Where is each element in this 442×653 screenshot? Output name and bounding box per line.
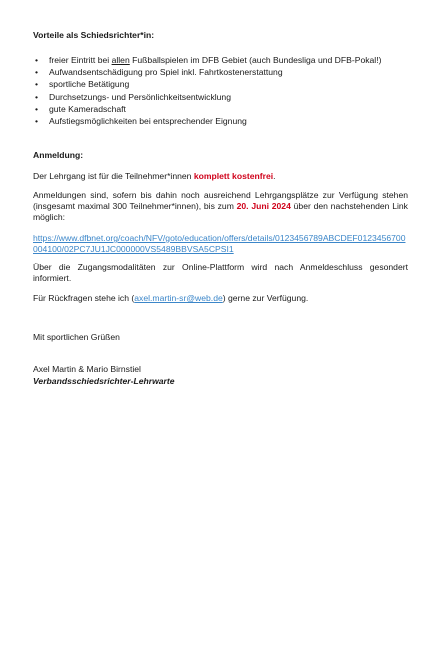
free-course-lead: Der Lehrgang ist für die Teilnehmer*innen (33, 171, 194, 181)
bullet: • (35, 67, 39, 78)
bullet: • (35, 103, 39, 114)
bullet: • (35, 79, 39, 90)
benefit-5-text: gute Kameradschaft (49, 103, 126, 114)
benefit-1-emphasis: allen (111, 55, 130, 65)
deadline-end: über den nachstehenden Link möglich: (33, 201, 408, 223)
benefits-heading: Vorteile als Schiedsrichter*in: (33, 30, 155, 40)
list-item (33, 91, 408, 103)
benefit-1-text: freier Eintritt bei (49, 55, 112, 65)
greeting: Mit sportlichen Grüßen (33, 332, 120, 342)
access-info-paragraph: Über die Zugangsmodalitäten zur Online-Plattform wird nach Anmeldeschluss gesondert informiert. (33, 262, 408, 284)
benefit-6-text: Aufstiegsmöglichkeiten bei entsprechender Eignung (49, 115, 247, 126)
benefit-1-rest: Fußballspielen im DFB Gebiet (auch Bundesliga und DFB-Pokal!) (129, 55, 382, 65)
questions-lead: Für Rückfragen stehe ich ( (33, 293, 135, 303)
benefit-4-text: Durchsetzungs- und Persönlichkeitsentwicklung (49, 91, 231, 102)
bullet: • (35, 115, 39, 126)
free-course-text (33, 171, 408, 182)
benefit-2-text: Aufwandsentschädigung pro Spiel inkl. Fahrtkostenerstattung (49, 67, 283, 78)
benefits-list (33, 54, 408, 127)
list-item (33, 78, 408, 90)
list-item (33, 66, 408, 78)
list-item (33, 103, 408, 115)
deadline-date: 20. Juni 2024 (236, 201, 291, 212)
signatory-names: Axel Martin & Mario Birnstiel (33, 364, 141, 374)
bullet: • (35, 91, 39, 102)
benefit-3-text: sportliche Betätigung (49, 79, 130, 90)
deadline-paragraph (33, 190, 408, 224)
list-item (33, 54, 408, 66)
list-item (33, 115, 408, 127)
signatory-role: Verbandsschiedsrichter-Lehrwarte (33, 376, 175, 386)
registration-link-wrap (33, 233, 408, 255)
free-course-end: . (273, 171, 276, 181)
contact-email-link[interactable]: axel.martin-sr@web.de (134, 293, 223, 303)
free-course-highlight: komplett kostenfrei (193, 171, 274, 181)
bullet: • (35, 55, 39, 65)
registration-link[interactable]: https://www.dfbnet.org/coach/NFV/goto/education/offers/details/0123456789ABCDEF0123456700004100/02PC7JU1JC000000VS5489BBVSA5CPSI1 (33, 233, 406, 255)
registration-heading: Anmeldung: (33, 150, 84, 160)
questions-end: ) gerne zur Verfügung. (222, 293, 309, 303)
deadline-lead: Anmeldungen sind, sofern bis dahin noch ausreichend Lehrgangsplätze zur Verfügung stehen (insgesamt maximal 300 Teilnehmer*innen), bis zum (33, 190, 408, 212)
questions-paragraph (33, 293, 408, 304)
